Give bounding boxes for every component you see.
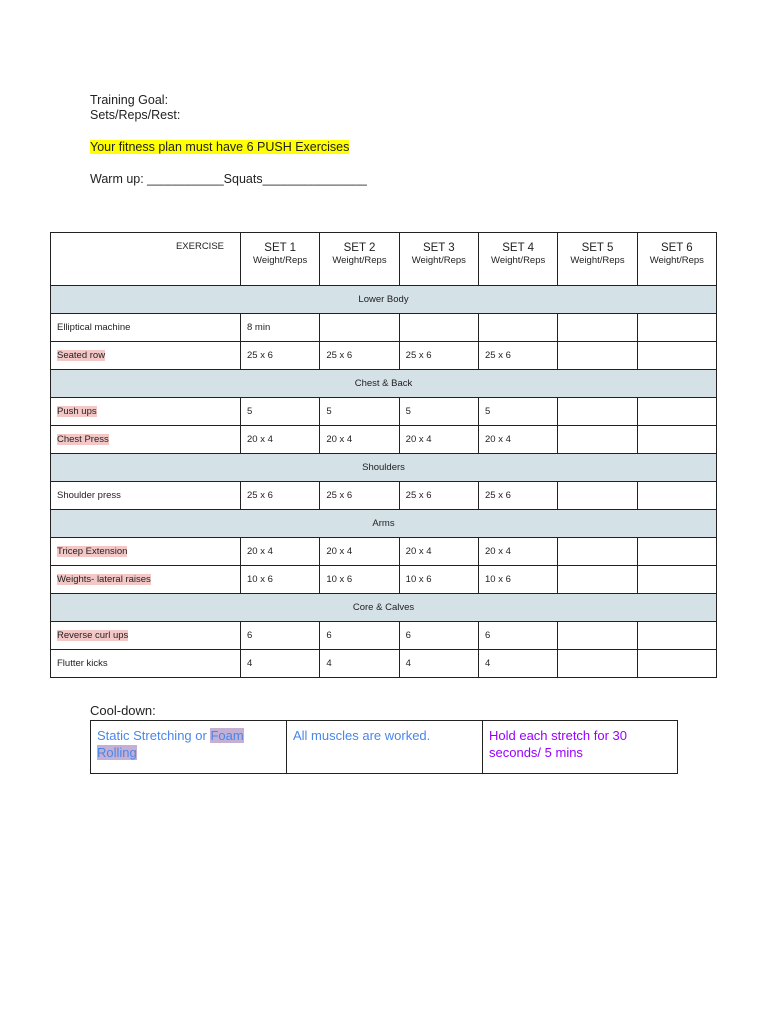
set-value-cell: 20 x 4 <box>399 538 478 566</box>
set-header-sub: Weight/Reps <box>253 255 308 266</box>
workout-table <box>50 232 717 678</box>
set-value-cell: 6 <box>320 622 399 650</box>
section-title: Arms <box>51 510 717 538</box>
cooldown-row <box>91 721 678 774</box>
set-value-cell <box>637 398 716 426</box>
warmup-line: Warm up: ___________Squats_______________ <box>90 172 367 186</box>
set-value-cell: 25 x 6 <box>478 342 557 370</box>
set-value-cell: 5 <box>320 398 399 426</box>
set-header-4 <box>478 233 557 286</box>
set-value-cell: 5 <box>399 398 478 426</box>
exercise-name: Flutter kicks <box>57 658 108 669</box>
set-value-cell <box>399 314 478 342</box>
cooldown-title: Cool-down: <box>90 703 156 718</box>
set-value-cell: 25 x 6 <box>320 482 399 510</box>
table-row <box>51 566 717 594</box>
set-value-cell <box>320 314 399 342</box>
set-header-sub: Weight/Reps <box>649 255 704 266</box>
table-row <box>51 398 717 426</box>
section-title: Lower Body <box>51 286 717 314</box>
section-row <box>51 286 717 314</box>
set-value-cell: 20 x 4 <box>241 426 320 454</box>
table-row <box>51 538 717 566</box>
set-value-cell <box>558 482 637 510</box>
set-value-cell: 25 x 6 <box>320 342 399 370</box>
set-header-name: SET 3 <box>422 242 455 254</box>
set-value-cell: 20 x 4 <box>320 426 399 454</box>
exercise-header: EXERCISE <box>51 233 241 286</box>
set-value-cell <box>558 314 637 342</box>
exercise-name-cell <box>51 314 241 342</box>
cooldown-muscles-cell: All muscles are worked. <box>287 721 483 774</box>
set-value-cell: 20 x 4 <box>399 426 478 454</box>
set-header-sub: Weight/Reps <box>570 255 625 266</box>
set-value-cell <box>558 622 637 650</box>
set-value-cell: 8 min <box>241 314 320 342</box>
set-value-cell: 25 x 6 <box>241 482 320 510</box>
cooldown-activity-text: Static Stretching or <box>97 728 211 743</box>
exercise-name: Shoulder press <box>57 490 121 501</box>
set-value-cell <box>558 566 637 594</box>
set-header-sub: Weight/Reps <box>332 255 387 266</box>
set-header-name: SET 4 <box>502 242 535 254</box>
push-requirement-note: Your fitness plan must have 6 PUSH Exercises <box>90 140 350 154</box>
exercise-name: Weights- lateral raises <box>57 574 151 585</box>
set-value-cell <box>637 650 716 678</box>
section-row <box>51 370 717 398</box>
cooldown-activity-cell <box>91 721 287 774</box>
set-value-cell: 5 <box>241 398 320 426</box>
set-value-cell: 10 x 6 <box>241 566 320 594</box>
exercise-name-cell <box>51 342 241 370</box>
exercise-name-cell <box>51 650 241 678</box>
set-value-cell <box>558 426 637 454</box>
set-header-5 <box>558 233 637 286</box>
section-row <box>51 594 717 622</box>
set-value-cell: 25 x 6 <box>478 482 557 510</box>
table-row <box>51 426 717 454</box>
set-header-3 <box>399 233 478 286</box>
set-value-cell: 10 x 6 <box>478 566 557 594</box>
exercise-name-cell <box>51 566 241 594</box>
cooldown-activity-highlight: Foam Rolling <box>97 728 244 760</box>
exercise-name-cell <box>51 482 241 510</box>
set-header-6 <box>637 233 716 286</box>
table-row <box>51 342 717 370</box>
set-header-name: SET 1 <box>264 242 297 254</box>
set-value-cell: 20 x 4 <box>478 426 557 454</box>
set-value-cell: 5 <box>478 398 557 426</box>
set-value-cell <box>637 426 716 454</box>
set-header-name: SET 5 <box>581 242 614 254</box>
set-value-cell: 25 x 6 <box>399 482 478 510</box>
cooldown-table <box>90 720 678 774</box>
set-value-cell <box>558 538 637 566</box>
set-value-cell <box>478 314 557 342</box>
exercise-name: Seated row <box>57 350 106 361</box>
set-value-cell: 20 x 4 <box>478 538 557 566</box>
exercise-name: Push ups <box>57 406 97 417</box>
exercise-name: Reverse curl ups <box>57 630 129 641</box>
table-row <box>51 314 717 342</box>
sets-reps-rest-label: Sets/Reps/Rest: <box>90 108 181 122</box>
set-value-cell <box>637 342 716 370</box>
set-value-cell <box>558 342 637 370</box>
set-value-cell: 4 <box>241 650 320 678</box>
exercise-name: Chest Press <box>57 434 109 445</box>
set-header-name: SET 6 <box>660 242 693 254</box>
table-row <box>51 622 717 650</box>
set-header-2 <box>320 233 399 286</box>
set-value-cell <box>637 314 716 342</box>
set-value-cell: 4 <box>320 650 399 678</box>
set-value-cell: 6 <box>399 622 478 650</box>
cooldown-duration-cell: Hold each stretch for 30 seconds/ 5 mins <box>483 721 678 774</box>
exercise-name-cell <box>51 398 241 426</box>
set-value-cell <box>637 566 716 594</box>
set-value-cell: 25 x 6 <box>241 342 320 370</box>
set-value-cell: 10 x 6 <box>320 566 399 594</box>
set-value-cell: 4 <box>399 650 478 678</box>
set-value-cell: 4 <box>478 650 557 678</box>
section-title: Shoulders <box>51 454 717 482</box>
table-row <box>51 482 717 510</box>
table-header-row <box>51 233 717 286</box>
exercise-name-cell <box>51 426 241 454</box>
set-header-name: SET 2 <box>343 242 376 254</box>
set-header-1 <box>241 233 320 286</box>
set-value-cell: 25 x 6 <box>399 342 478 370</box>
set-header-sub: Weight/Reps <box>491 255 546 266</box>
exercise-name-cell <box>51 538 241 566</box>
set-value-cell: 20 x 4 <box>241 538 320 566</box>
set-value-cell: 6 <box>478 622 557 650</box>
exercise-name: Tricep Extension <box>57 546 128 557</box>
set-value-cell: 20 x 4 <box>320 538 399 566</box>
set-value-cell <box>558 650 637 678</box>
exercise-name: Elliptical machine <box>57 322 131 333</box>
set-value-cell: 10 x 6 <box>399 566 478 594</box>
set-value-cell: 6 <box>241 622 320 650</box>
section-title: Chest & Back <box>51 370 717 398</box>
table-row <box>51 650 717 678</box>
set-value-cell <box>637 538 716 566</box>
set-value-cell <box>637 622 716 650</box>
exercise-name-cell <box>51 622 241 650</box>
section-row <box>51 454 717 482</box>
section-title: Core & Calves <box>51 594 717 622</box>
set-value-cell <box>637 482 716 510</box>
training-goal-label: Training Goal: <box>90 93 169 107</box>
set-value-cell <box>558 398 637 426</box>
section-row <box>51 510 717 538</box>
set-header-sub: Weight/Reps <box>411 255 466 266</box>
